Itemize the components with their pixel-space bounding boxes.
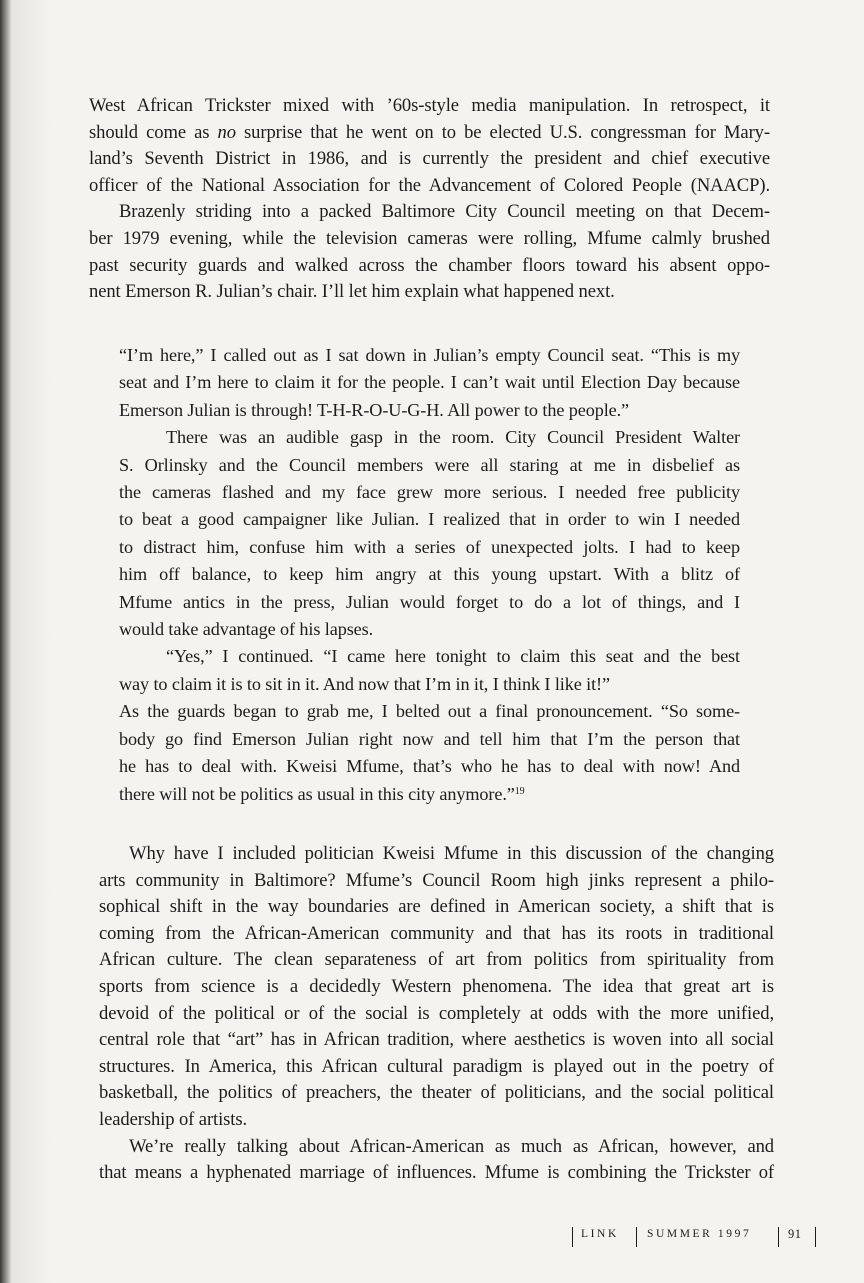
quote-line: him off balance, to keep him angry at this young upstart. With a blitz of xyxy=(119,564,740,585)
page-binding-edge xyxy=(0,0,12,1283)
quote-line: the cameras flashed and my face grew more serious. I needed free publicity xyxy=(119,482,740,503)
text-line: sports from science is a decidedly Western phenomena. The idea that great art is xyxy=(99,975,774,997)
footer-publication: LINK xyxy=(581,1228,619,1240)
text-line: Brazenly striding into a packed Baltimore City Council meeting on that Decem- xyxy=(119,201,770,223)
quote-line: to beat a good campaigner like Julian. I realized that in order to win I needed xyxy=(119,509,740,530)
text-line xyxy=(89,120,770,147)
footer-issue: SUMMER 1997 xyxy=(647,1228,752,1240)
text-line: We’re really talking about African-American as much as African, however, and xyxy=(129,1135,774,1157)
text-line: arts community in Baltimore? Mfume’s Council Room high jinks represent a philo- xyxy=(99,869,774,891)
text-fragment: should come as xyxy=(89,121,210,143)
quote-line: body go find Emerson Julian right now and tell him that I’m the person that xyxy=(119,728,740,749)
text-line: coming from the African-American community and that has its roots in traditional xyxy=(99,922,774,944)
quote-line xyxy=(119,781,740,808)
quote-line: would take advantage of his lapses. xyxy=(119,619,374,640)
body-text-bottom xyxy=(99,841,774,1187)
quote-fragment: there will not be politics as usual in this city anymore.” xyxy=(119,783,515,804)
quote-line: There was an audible gasp in the room. City Council President Walter xyxy=(166,427,740,448)
text-line: central role that “art” has in African tradition, where aesthetics is woven into all social xyxy=(99,1029,774,1051)
footer-divider xyxy=(778,1227,779,1247)
text-line: West African Trickster mixed with ’60s-style media manipulation. In retrospect, it xyxy=(89,95,770,116)
quote-line: “Yes,” I continued. “I came here tonight to claim this seat and the best xyxy=(166,646,740,667)
quote-line: he has to deal with. Kweisi Mfume, that’s who he has to deal with now! And xyxy=(119,756,740,777)
quote-line: way to claim it is to sit in it. And now that I’m in it, I think I like it!” xyxy=(119,673,610,694)
text-line: nent Emerson R. Julian’s chair. I’ll let him explain what happened next. xyxy=(89,281,615,303)
quote-line: Emerson Julian is through! T-H-R-O-U-G-H. All power to the people.” xyxy=(119,399,630,420)
quote-line: As the guards began to grab me, I belted out a final pronouncement. “So some- xyxy=(119,701,740,722)
text-fragment: surprise that he went on to be elected U.S. congressman for Mary- xyxy=(244,121,770,143)
text-line: leadership of artists. xyxy=(99,1108,248,1130)
text-line: structures. In America, this African cultural paradigm is played out in the poetry of xyxy=(99,1055,774,1077)
text-line: past security guards and walked across the chamber floors toward his absent oppo- xyxy=(89,254,770,276)
quote-line: Mfume antics in the press, Julian would forget to do a lot of things, and I xyxy=(119,591,740,612)
quote-line: S. Orlinsky and the Council members were all staring at me in disbelief as xyxy=(119,454,740,475)
footer-divider xyxy=(815,1227,816,1247)
footer-divider xyxy=(572,1227,573,1247)
running-footer xyxy=(572,1224,821,1248)
text-line: Why have I included politician Kweisi Mfume in this discussion of the changing xyxy=(129,843,774,864)
text-line: that means a hyphenated marriage of influences. Mfume is combining the Trickster of xyxy=(99,1162,774,1184)
text-line: basketball, the politics of preachers, the theater of politicians, and the social political xyxy=(99,1082,774,1104)
text-line: officer of the National Association for the Advancement of Colored People (NAACP). xyxy=(89,174,770,196)
quote-line: seat and I’m here to claim it for the people. I can’t wait until Election Day because xyxy=(119,372,740,393)
text-line: sophical shift in the way boundaries are defined in American society, a shift that is xyxy=(99,896,774,918)
text-line: land’s Seventh District in 1986, and is currently the president and chief executive xyxy=(89,148,770,170)
text-line: African culture. The clean separateness of art from politics from spirituality from xyxy=(99,949,774,971)
quote-line: “I’m here,” I called out as I sat down in Julian’s empty Council seat. “This is my xyxy=(119,345,740,365)
page-number: 91 xyxy=(788,1227,802,1241)
quote-line: to distract him, confuse him with a series of unexpected jolts. I had to keep xyxy=(119,536,740,557)
footer-divider xyxy=(636,1227,637,1247)
block-quote xyxy=(119,342,740,808)
footnote-marker: 19 xyxy=(514,785,525,797)
page-gutter-shadow xyxy=(12,0,52,1283)
emphasis-text: no xyxy=(217,121,236,143)
text-line: devoid of the political or of the social is completely at odds with the more unified, xyxy=(99,1002,774,1024)
body-text-top xyxy=(89,93,770,306)
text-line: ber 1979 evening, while the television cameras were rolling, Mfume calmly brushed xyxy=(89,227,770,249)
